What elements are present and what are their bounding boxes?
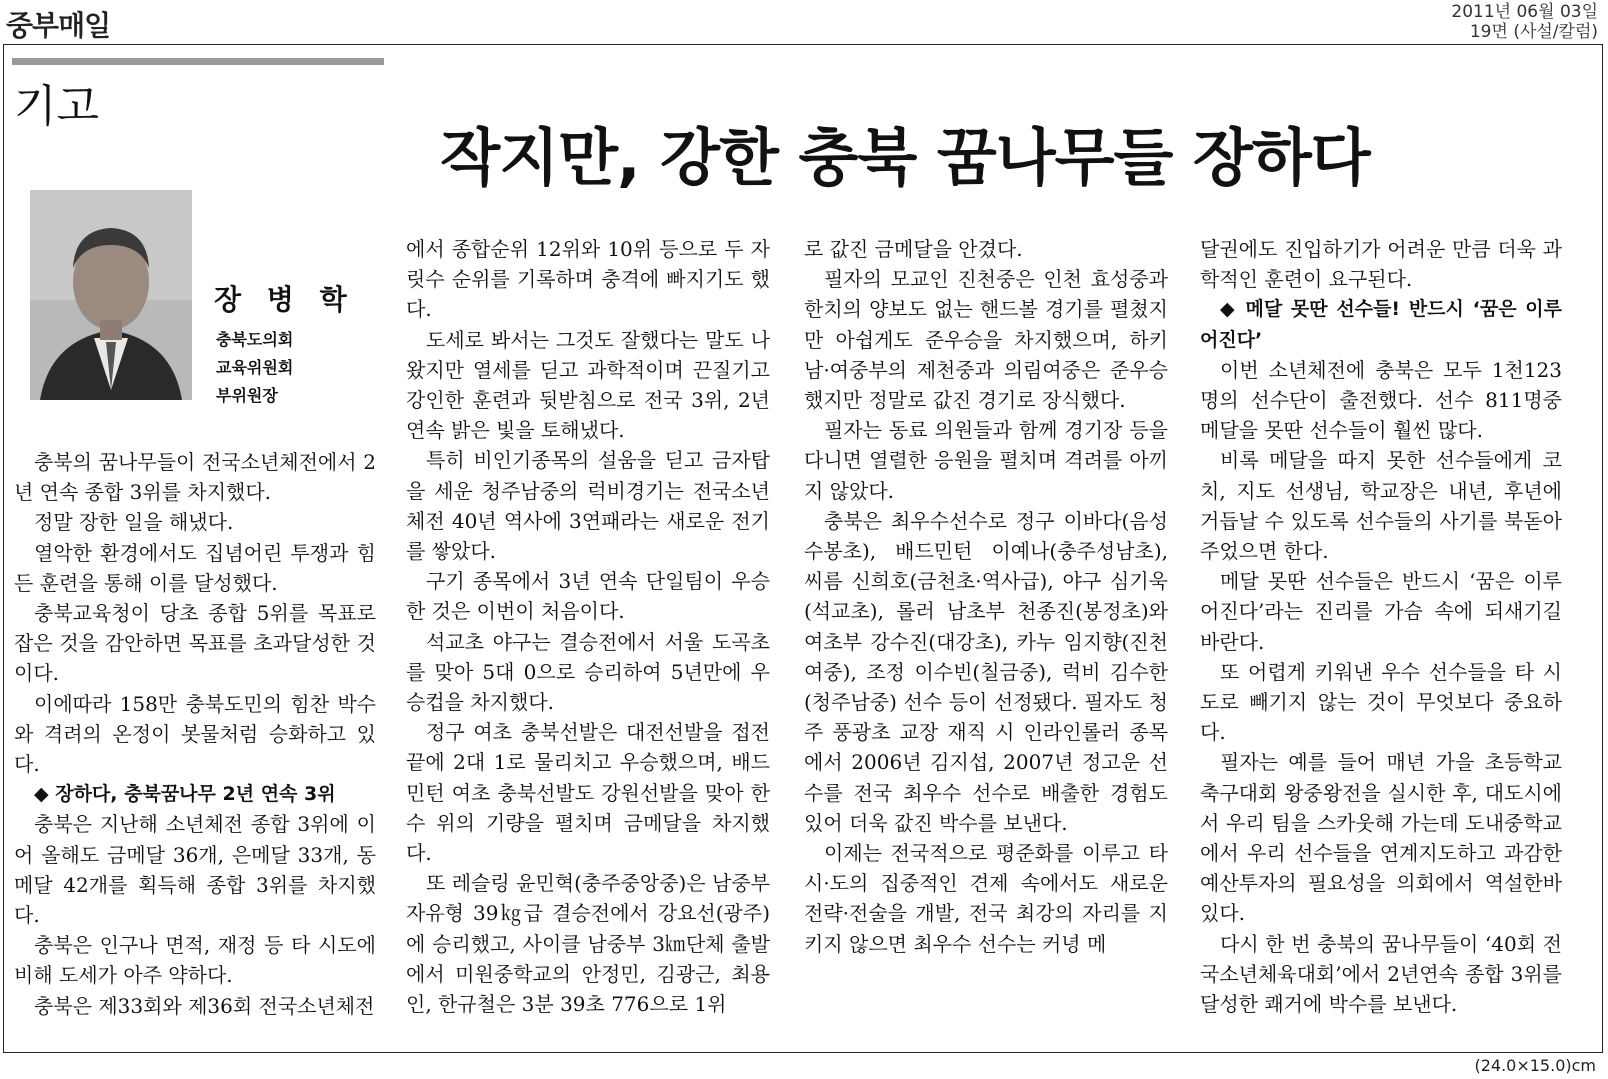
paragraph: 충북은 제33회와 제36회 전국소년체전 <box>34 993 375 1018</box>
paragraph: 정구 여초 충북선발은 대전선발을 접전 끝에 2대 1로 물리치고 우승했으며, 배드민턴 여초 충북선발도 강원선발을 맞아 한 수 위의 기량을 펼치며 금메달을 차지했다. <box>406 720 770 866</box>
issue-date: 2011년 06월 03일 <box>1451 2 1598 22</box>
paragraph: 또 어렵게 키워낸 우수 선수들을 타 시도로 빼기지 않는 것이 무엇보다 중요하다. <box>1200 659 1562 745</box>
paragraph: 석교초 야구는 결승전에서 서울 도곡초를 맞아 5대 0으로 승리하여 5년만에 우승컵을 차지했다. <box>406 629 770 715</box>
subheading: ◆ 장하다, 충북꿈나무 2년 연속 3위 <box>34 783 336 806</box>
paragraph: 이번 소년체전에 충북은 모두 1천123명의 선수단이 출전했다. 선수 811명중 메달을 못딴 선수들이 훨씬 많다. <box>1200 357 1562 443</box>
section-rule <box>12 58 384 65</box>
author-title-line: 교육위원회 <box>216 358 294 377</box>
article-column-3 <box>804 234 1168 959</box>
author-name: 장 병 학 <box>214 283 355 316</box>
paragraph: 특히 비인기종목의 설움을 딛고 금자탑을 세운 청주남중의 럭비경기는 전국소년체전 40년 역사에 3연패라는 새로운 전기를 쌓았다. <box>406 448 770 564</box>
paragraph: 충북은 인구나 면적, 재정 등 타 시도에 비해 도세가 아주 약하다. <box>14 933 376 988</box>
article-size: (24.0×15.0)cm <box>1474 1056 1596 1075</box>
paragraph: 이제는 전국적으로 평준화를 이루고 타 시·도의 집중적인 견제 속에서도 새로운 전략·전술을 개발, 전국 최강의 자리를 지키지 않으면 최우수 선수는 커녕 메 <box>804 841 1168 956</box>
paragraph: 충북교육청이 당초 종합 5위를 목표로 잡은 것을 감안하면 목표를 초과달성한 것이다. <box>14 601 376 686</box>
author-photo <box>30 190 192 400</box>
paragraph: 이에따라 158만 충북도민의 힘찬 박수와 격려의 온정이 봇물처럼 승화하고 있다. <box>14 691 376 777</box>
paragraph: 비록 메달을 따지 못한 선수들에게 코치, 지도 선생님, 학교장은 내년, 후년에 거듭날 수 있도록 선수들의 사기를 북돋아 주었으면 한다. <box>1200 448 1562 564</box>
paragraph: 충북은 지난해 소년체전 종합 3위에 이어 올해도 금메달 36개, 은메달 33개, 동메달 42개를 획득해 종합 3위를 차지했다. <box>14 812 376 928</box>
paragraph: 필자의 모교인 진천중은 인천 효성중과 한치의 양보도 없는 핸드볼 경기를 펼쳤지만 아쉽게도 준우승을 차지했으며, 하키 남·여중부의 제천중과 의림여중은 준우승했지만 정말로 값진 경기로 장식했다. <box>804 267 1168 413</box>
page-info: 19면 (사설/칼럼) <box>1469 22 1598 42</box>
paragraph: 열악한 환경에서도 집념어린 투쟁과 힘든 훈련을 통해 이를 달성했다. <box>14 540 376 595</box>
paragraph: 구기 종목에서 3년 연속 단일팀이 우승한 것은 이번이 처음이다. <box>406 569 770 624</box>
headline: 작지만, 강한 충북 꿈나무들 장하다 <box>440 121 1370 194</box>
paragraph: 충북은 최우수선수로 정구 이바다(음성수봉초), 배드민턴 이예나(충주성남초), 씨름 신희호(금천초·역사급), 야구 심기욱(석교초), 롤러 남초부 천종진(봉정초)와 여초부 강수진(대강초), 카누 임지향(진천여중), 조정 이수빈(칠금중), 럭비 김수한(청주남중) 선수 등이 선정됐다. 필자도 청주 풍광초 교장 재직 시 인라인롤러 종목에서 2006년 김지섭, 2007년 정고운 선수를 전국 최우수 선수로 배출한 경험도 있어 더욱 값진 박수를 보낸다. <box>804 508 1168 835</box>
article-column-4 <box>1200 234 1562 1019</box>
author-title <box>216 326 293 410</box>
author-portrait-icon <box>30 190 192 400</box>
paragraph: 충북의 꿈나무들이 전국소년체전에서 2년 연속 종합 3위를 차지했다. <box>14 450 376 505</box>
paragraph: 로 값진 금메달을 안겼다. <box>804 237 1023 261</box>
paragraph: 필자는 예를 들어 매년 가을 초등학교 축구대회 왕중왕전을 실시한 후, 대도시에서 우리 팀을 스카웃해 가는데 도내중학교에서 우리 선수들을 연계지도하고 과감한 예산투자의 필요성을 의회에서 역설한바 있다. <box>1200 750 1562 926</box>
paragraph: 달권에도 진입하기가 어려운 만큼 더욱 과학적인 훈련이 요구된다. <box>1200 237 1562 292</box>
section-label: 기고 <box>14 81 100 132</box>
paragraph: 정말 장한 일을 해냈다. <box>34 510 234 535</box>
masthead <box>0 0 1608 44</box>
dateline <box>1451 2 1598 42</box>
paragraph: 메달 못딴 선수들은 반드시 ‘꿈은 이루어진다’라는 진리를 가슴 속에 되새기길 바란다. <box>1200 569 1562 654</box>
subheading: ◆ 메달 못딴 선수들! 반드시 ‘꿈은 이루어진다’ <box>1200 298 1562 351</box>
article-column-2 <box>406 234 770 1019</box>
paragraph: 또 레슬링 윤민혁(충주중앙중)은 남중부 자유형 39㎏급 결승전에서 강요선(광주)에 승리했고, 사이클 남중부 3㎞단체 출발에서 미원중학교의 안정민, 김광근, 최용인, 한규철은 3분 39초 776으로 1위 <box>406 871 770 1017</box>
author-title-line: 부위원장 <box>216 386 278 405</box>
paragraph: 에서 종합순위 12위와 10위 등으로 두 자릿수 순위를 기록하며 충격에 빠지기도 했다. <box>406 237 770 322</box>
paragraph: 도세로 봐서는 그것도 잘했다는 말도 나왔지만 열세를 딛고 과학적이며 끈질기고 강인한 훈련과 뒷받침으로 전국 3위, 2년 연속 밝은 빛을 토해냈다. <box>406 327 770 443</box>
paragraph: 필자는 동료 의원들과 함께 경기장 등을 다니면 열렬한 응원을 펼치며 격려를 아끼지 않았다. <box>804 418 1168 503</box>
newspaper-logo: 중부매일 <box>6 9 111 42</box>
paragraph: 다시 한 번 충북의 꿈나무들이 ‘40회 전국소년체육대회’에서 2년연속 종합 3위를 달성한 쾌거에 박수를 보낸다. <box>1200 931 1562 1017</box>
author-title-line: 충북도의회 <box>216 330 294 349</box>
article-column-1 <box>14 447 376 1021</box>
